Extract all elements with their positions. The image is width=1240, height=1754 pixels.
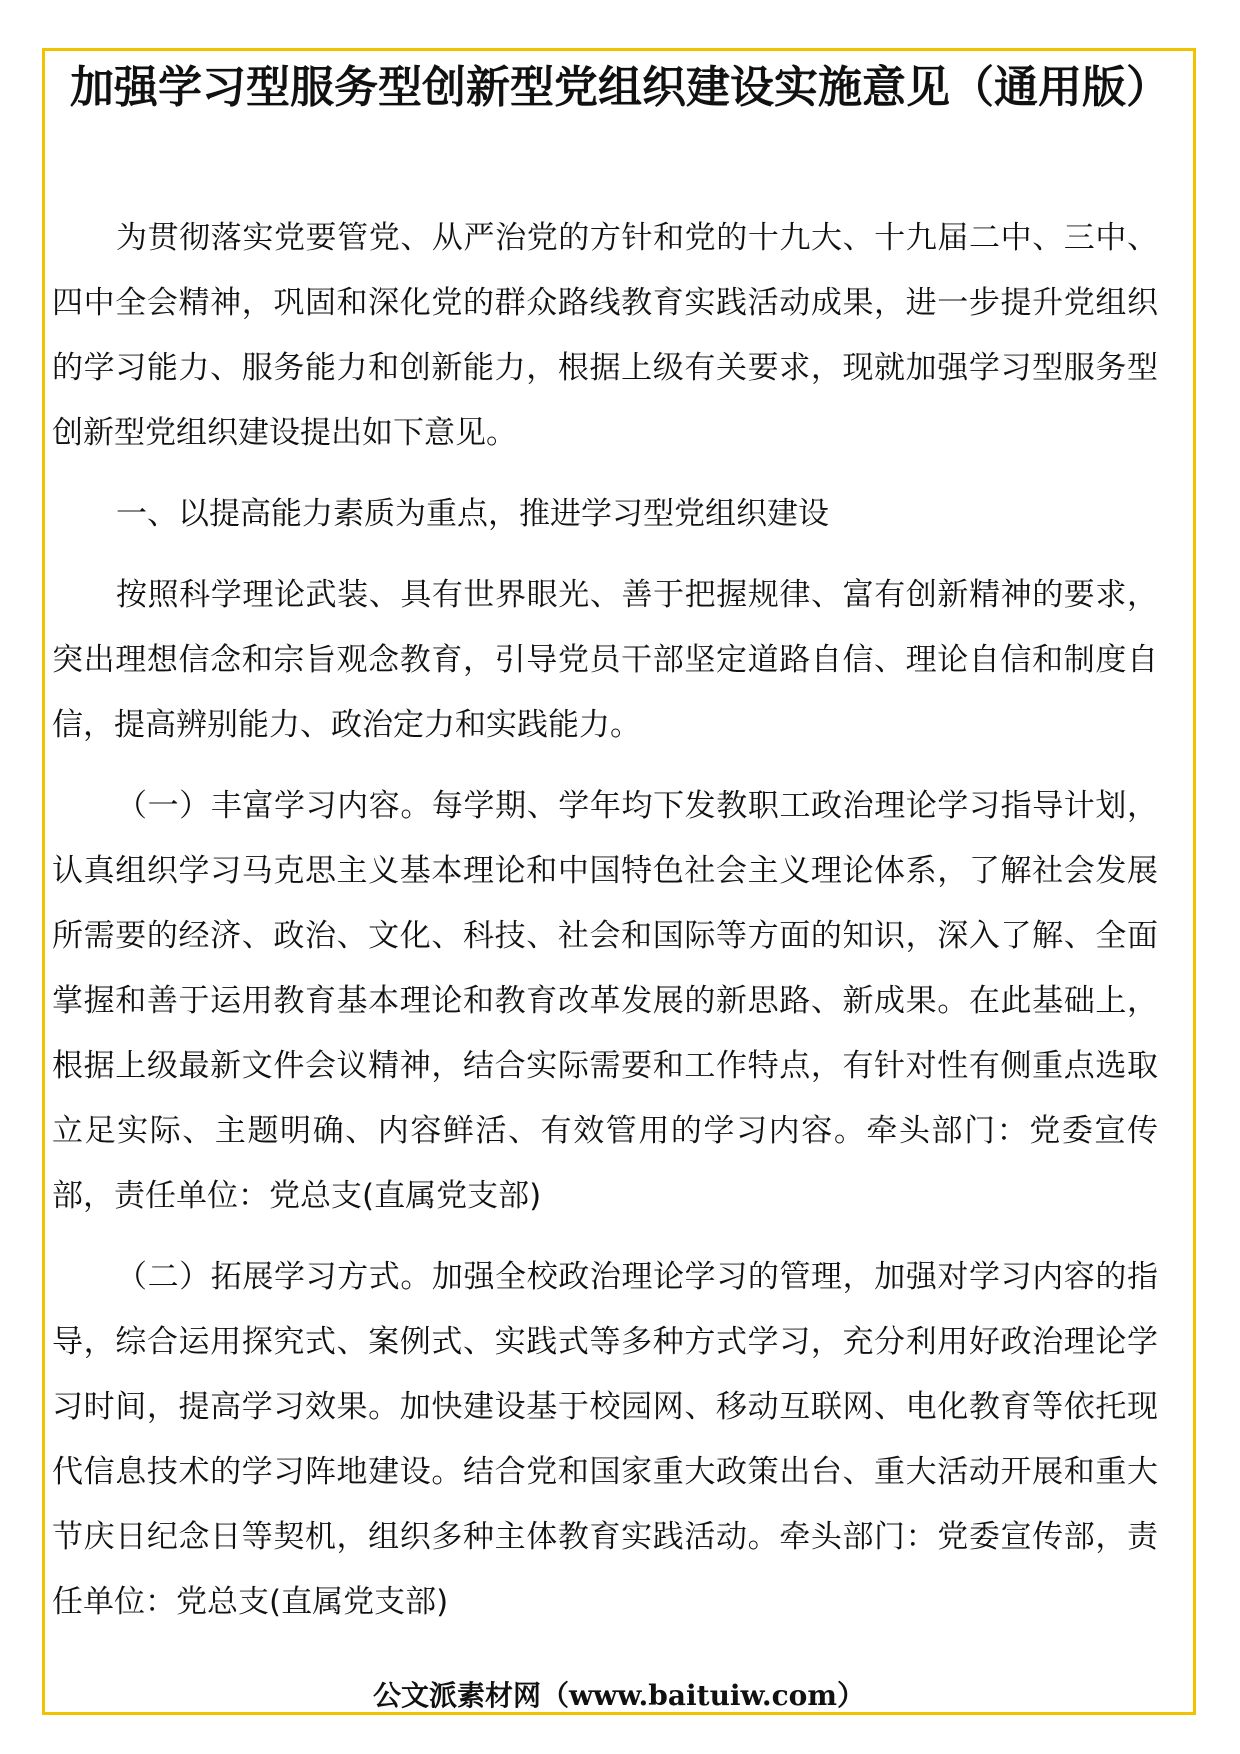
footer-watermark: 公文派素材网（www.baituiw.com） — [373, 1679, 865, 1712]
intro-paragraph: 为贯彻落实党要管党、从严治党的方针和党的十九大、十九届二中、三中、四中全会精神，巩固和深化党的群众路线教育实践活动成果，进一步提升党组织的学习能力、服务能力和创新能力，根据上级有关要求，现就加强学习型服务型创新型党组织建设提出如下意见。 — [52, 220, 1158, 451]
section-intro-paragraph: 按照科学理论武装、具有世界眼光、善于把握规律、富有创新精神的要求，突出理想信念和宗旨观念教育，引导党员干部坚定道路自信、理论自信和制度自信，提高辨别能力、政治定力和实践能力。 — [52, 577, 1158, 743]
section-heading: 一、以提高能力素质为重点，推进学习型党组织建设 — [116, 496, 829, 532]
document-body — [52, 206, 1158, 1651]
item-two-paragraph: （二）拓展学习方式。加强全校政治理论学习的管理，加强对学习内容的指导，综合运用探究式、案例式、实践式等多种方式学习，充分利用好政治理论学习时间，提高学习效果。加快建设基于校园网、移动互联网、电化教育等依托现代信息技术的学习阵地建设。结合党和国家重大政策出台、重大活动开展和重大节庆日纪念日等契机，组织多种主体教育实践活动。牵头部门：党委宣传部，责任单位：党总支(直属党支部) — [52, 1259, 1158, 1620]
item-one-paragraph: （一）丰富学习内容。每学期、学年均下发教职工政治理论学习指导计划，认真组织学习马克思主义基本理论和中国特色社会主义理论体系，了解社会发展所需要的经济、政治、文化、科技、社会和国际等方面的知识，深入了解、全面掌握和善于运用教育基本理论和教育改革发展的新思路、新成果。在此基础上，根据上级最新文件会议精神，结合实际需要和工作特点，有针对性有侧重点选取立足实际、主题明确、内容鲜活、有效管用的学习内容。牵头部门：党委宣传部，责任单位：党总支(直属党支部) — [52, 788, 1158, 1214]
document-title: 加强学习型服务型创新型党组织建设实施意见（通用版） — [70, 62, 1170, 113]
